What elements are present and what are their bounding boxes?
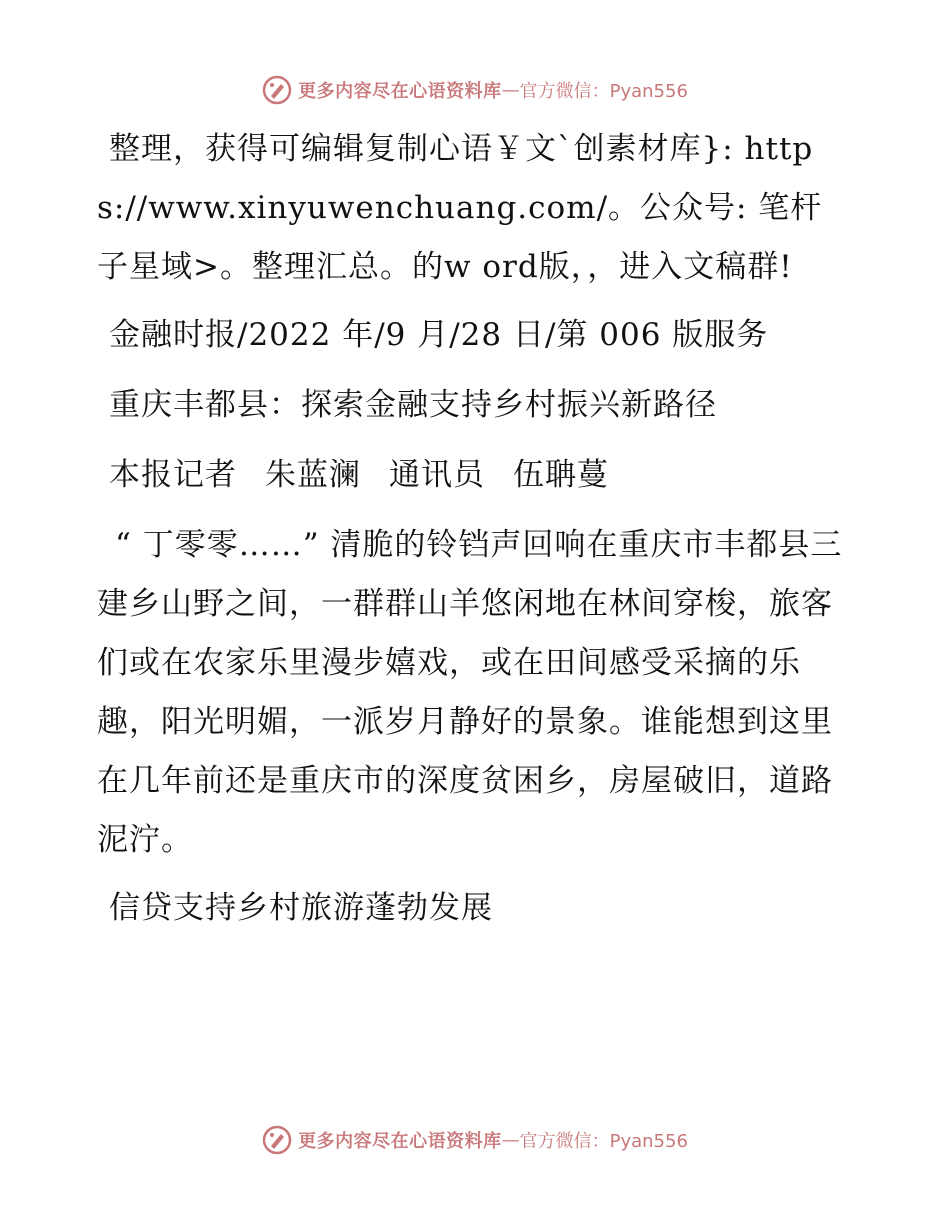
- page-footer-watermark: [0, 1120, 950, 1160]
- watermark-dash: —: [501, 1129, 520, 1151]
- byline-correspondent-name: 伍聃蔓: [513, 457, 609, 493]
- page-header-watermark: [0, 70, 950, 110]
- watermark-contact: 官方微信：Pyan556: [519, 1131, 688, 1152]
- body-paragraph: “ 丁零零……” 清脆的铃铛声回响在重庆市丰都县三建乡山野之间，一群群山羊悠闲地在林间穿梭，旅客们或在农家乐里漫步嬉戏，或在田间感受采摘的乐趣，阳光明媚，一派岁月静好的景象。谁能想到这里在几年前还是重庆市的深度贫困乡，房屋破旧，道路泥泞。: [97, 527, 843, 858]
- byline: [97, 446, 853, 505]
- watermark-brand: 更多内容尽在心语资料库: [298, 81, 502, 102]
- byline-reporter-name: 朱蓝澜: [265, 457, 361, 493]
- source-line: 金融时报/2022 年/9 月/28 日/第 006 版服务: [109, 317, 769, 353]
- watermark-contact: 官方微信：Pyan556: [519, 81, 688, 102]
- intro-paragraph: 整理，获得可编辑复制心语￥文`创素材库}: https://www.xinyuwenchuang.com/。公众号: 笔杆子星域>。整理汇总。的w ord版，，进入文稿群!: [97, 131, 823, 285]
- section-subheading: 信贷支持乡村旅游蓬勃发展: [109, 890, 493, 926]
- watermark-brand: 更多内容尽在心语资料库: [298, 1131, 502, 1152]
- brand-logo-icon: [262, 1125, 292, 1155]
- byline-reporter-label: 本报记者: [109, 457, 237, 493]
- document-body: [97, 120, 853, 949]
- byline-correspondent-label: 通讯员: [389, 457, 485, 493]
- watermark-dash: —: [501, 79, 520, 101]
- brand-logo-icon: [262, 75, 292, 105]
- article-headline: 重庆丰都县：探索金融支持乡村振兴新路径: [109, 387, 717, 423]
